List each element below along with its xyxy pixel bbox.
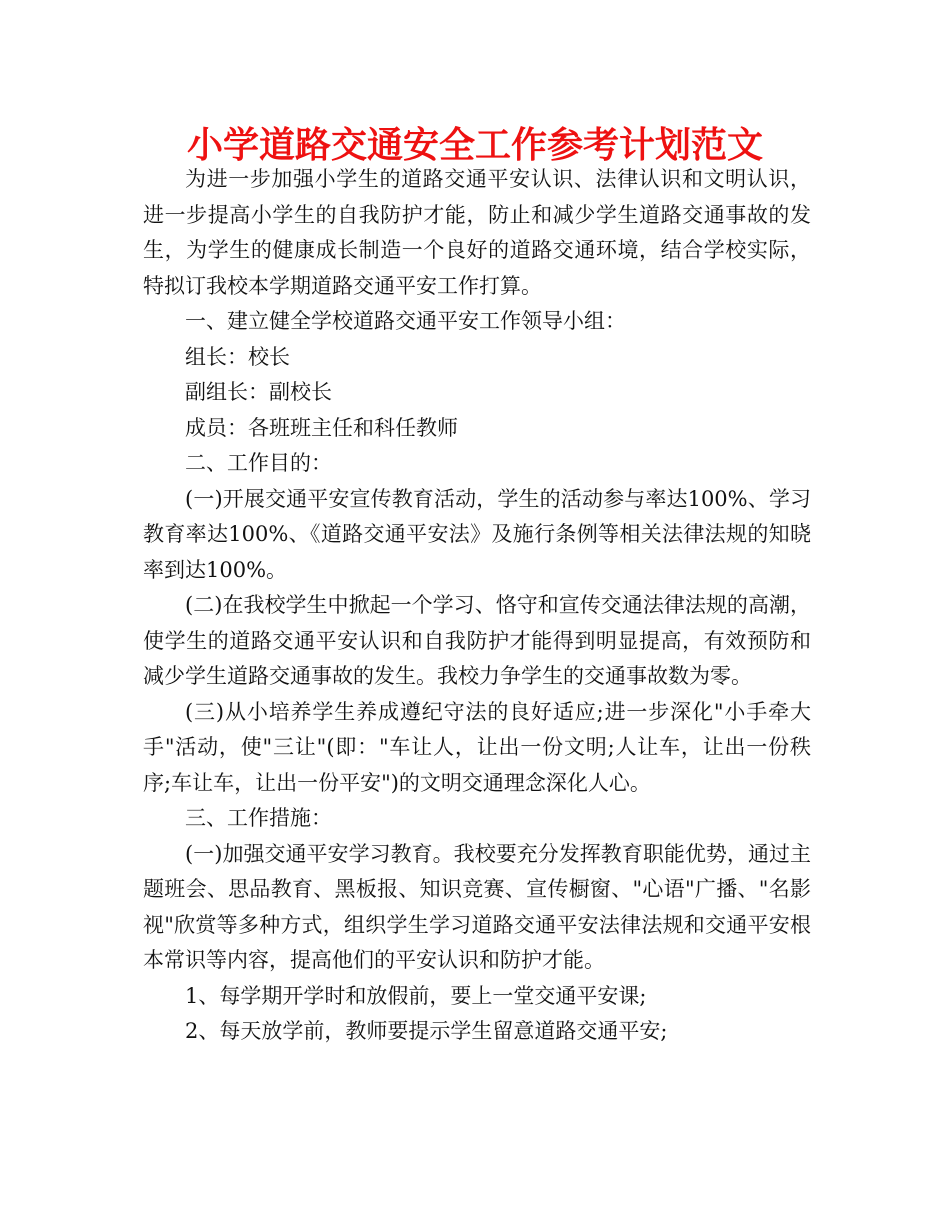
paragraph-goal-2: (二)在我校学生中掀起一个学习、恪守和宣传交通法律法规的高潮，使学生的道路交通平安认识和自我防护才能得到明显提高，有效预防和减少学生道路交通事故的发生。我校力争学生的交通事故数为零。 bbox=[143, 593, 811, 688]
paragraph-section-3-heading: 三、工作措施： bbox=[185, 806, 332, 830]
paragraph-members: 成员：各班班主任和科任教师 bbox=[185, 415, 458, 440]
document-title: 小学道路交通安全工作参考计划范文 bbox=[186, 125, 763, 166]
paragraph-leader: 组长：校长 bbox=[185, 344, 290, 369]
paragraph-item-2: 2、每天放学前，教师要提示学生留意道路交通平安; bbox=[185, 1019, 668, 1043]
paragraph-goal-3: (三)从小培养学生养成遵纪守法的良好适应;进一步深化"小手牵大手"活动，使"三让"(即："车让人，让出一份文明;人让车，让出一份秩序;车让车，让出一份平安")的文明交通理念深化人心。 bbox=[143, 699, 811, 795]
document-body bbox=[143, 162, 811, 1050]
paragraph-deputy-leader: 副组长：副校长 bbox=[185, 380, 332, 404]
paragraph-section-1-heading: 一、建立健全学校道路交通平安工作领导小组： bbox=[185, 309, 626, 333]
paragraph-item-1: 1、每学期开学时和放假前，要上一堂交通平安课; bbox=[185, 983, 647, 1008]
paragraph-intro: 为进一步加强小学生的道路交通平安认识、法律认识和文明认识，进一步提高小学生的自我防护才能，防止和减少学生道路交通事故的发生，为学生的健康成长制造一个良好的道路交通环境，结合学校实际，特拟订我校本学期道路交通平安工作打算。 bbox=[143, 167, 811, 298]
paragraph-measure-1: (一)加强交通平安学习教育。我校要充分发挥教育职能优势，通过主题班会、思品教育、黑板报、知识竞赛、宣传橱窗、"心语"广播、"名影视"欣赏等多种方式，组织学生学习道路交通平安法律法规和交通平安根本常识等内容，提高他们的平安认识和防护才能。 bbox=[143, 841, 811, 972]
paragraph-section-2-heading: 二、工作目的： bbox=[185, 451, 332, 475]
paragraph-goal-1: (一)开展交通平安宣传教育活动，学生的活动参与率达100%、学习教育率达100%、《道路交通平安法》及施行条例等相关法律法规的知晓率到达100%。 bbox=[143, 486, 811, 582]
